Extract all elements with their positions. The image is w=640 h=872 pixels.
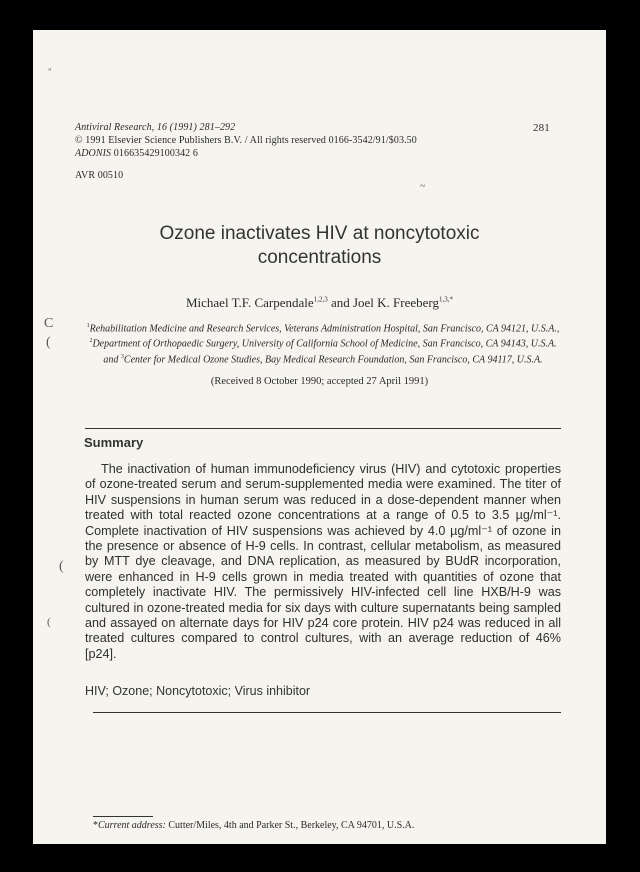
top-divider [85,428,561,429]
copyright-line: © 1991 Elsevier Science Publishers B.V. / All rights reserved 0166-3542/91/$03.50 [75,135,417,146]
paper-page [33,30,606,844]
margin-mark: " [48,67,52,77]
footnote [93,820,414,831]
author-name: Michael T.F. Carpendale [185,295,314,310]
author-superscript: 1,3,* [439,295,454,304]
footnote-marker: * [93,820,98,831]
affiliation-text: Rehabilitation Medicine and Research Services, Veterans Administration Hospital, San Francisco, CA 94121, U.S.A., [89,323,560,335]
footnote-label: Current address: [98,820,166,831]
title-line-2: concentrations [257,247,382,268]
author-conjunction: and [327,295,353,310]
adonis-line [75,148,198,160]
keywords: HIV; Ozone; Noncytotoxic; Virus inhibitor [85,684,311,698]
adonis-code: 016635429100342 6 [113,148,198,159]
affiliation-text: Center for Medical Ozone Studies, Bay Medical Research Foundation, San Francisco, CA 94117, U.S.A. [123,353,543,365]
margin-mark: C [44,316,54,331]
affiliation-text: Department of Orthopaedic Surgery, University of California School of Medicine, San Francisco, CA 94143, U.S.A. and [92,338,557,365]
avr-code: AVR 00510 [75,170,124,181]
adonis-label: ADONIS [75,148,112,159]
summary-text: The inactivation of human immunodeficiency virus (HIV) and cytotoxic properties of ozone-treated serum and serum-supplemented media were examined. The titer of HIV suspensions in human serum was reduced in a dose-dependent manner when treated with total reacted ozone concentrations at a range of 0.5 to 3.5 µg/ml⁻¹. Complete inactivation of HIV suspensions was achieved by 4.0 µg/ml⁻¹ of ozone in the presence or absence of H-9 cells. In contrast, cellular metabolism, as measured by MTT dye cleavage, and DNA replication, as measured by BUdR incorporation, were enhanced in H-9 cells grown in media treated with quantities of ozone that completely inactivate HIV. The permissively HIV-infected cell line HXB/H-9 was cultured in ozone-treated media for six days with culture supernatants being sampled and assayed on alternate days for HIV p24 core protein. HIV p24 was reduced in all treated cultures compared to control cultures, with an average reduction of 46% [p24]. [85,462,561,661]
bottom-divider [93,712,561,713]
footnote-divider [93,816,153,817]
footnote-text: Cutter/Miles, 4th and Parker St., Berkeley, CA 94701, U.S.A. [165,820,415,831]
page-number: 281 [533,122,550,134]
margin-mark: ( [59,559,64,574]
author-name: Joel K. Freeberg [352,295,440,310]
margin-mark: ~ [420,181,426,192]
margin-mark: ( [46,335,51,350]
article-title [33,222,606,270]
journal-line: Antiviral Research, 16 (1991) 281–292 [75,122,236,133]
affiliation-marker: 1 [86,323,90,329]
author-list [33,295,606,311]
affiliation-marker: 3 [120,353,124,360]
received-dates: (Received 8 October 1990; accepted 27 April 1991) [210,376,429,387]
summary-heading: Summary [84,435,144,450]
affiliations [83,320,563,366]
margin-mark: ( [47,616,51,628]
title-line-1: Ozone inactivates HIV at noncytotoxic [159,223,480,244]
author-superscript: 1,2,3 [313,295,328,304]
affiliation-marker: 2 [89,338,93,345]
